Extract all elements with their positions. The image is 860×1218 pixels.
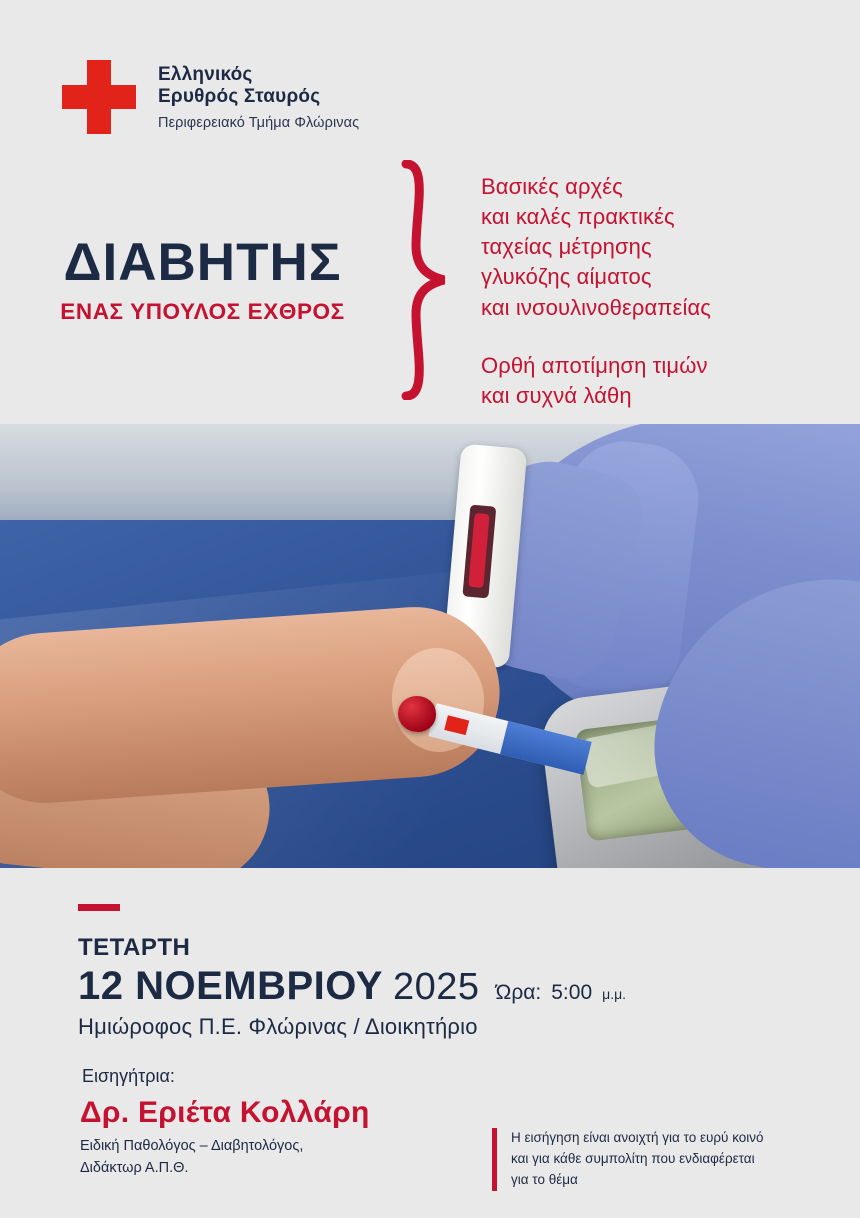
event-time-label: Ώρα: (495, 981, 542, 1004)
event-time-value: 5:00 (551, 981, 593, 1004)
organization-name-line2: Ερυθρός Σταυρός (158, 86, 321, 108)
public-note-line3: για το θέμα (511, 1171, 578, 1187)
event-time-suffix: μ.μ. (602, 986, 627, 1002)
red-cross-vertical-bar (87, 60, 111, 134)
organization-branch: Περιφερειακό Τμήμα Φλώρινας (158, 115, 360, 132)
topic-line-6: Ορθή αποτίμηση τιμών (481, 352, 708, 378)
organization-header (62, 60, 359, 134)
speaker-credentials-line2: Διδάκτωρ Α.Π.Θ. (80, 1159, 189, 1176)
photo-test-strip-marker (444, 715, 469, 735)
speaker-label: Εισηγήτρια: (82, 1066, 175, 1086)
organization-name-line1: Ελληνικός (158, 64, 253, 85)
curly-brace-icon (398, 160, 458, 400)
topic-line-7: και συχνά λάθη (481, 382, 632, 408)
topic-line-2: και καλές πρακτικές (481, 204, 675, 230)
photo-blood-drop (398, 696, 436, 732)
event-date: 12 ΝΟΕΜΒΡΙΟΥ (78, 964, 383, 1008)
red-cross-icon (62, 60, 136, 134)
event-details (0, 868, 860, 1218)
organization-text (158, 60, 359, 131)
topics-group-2 (481, 351, 811, 411)
topics-group-1 (481, 172, 811, 323)
page-subtitle: ΕΝΑΣ ΥΠΟΥΛΟΣ ΕΧΘΡΟΣ (60, 299, 345, 324)
event-venue: Ημιώροφος Π.Ε. Φλώρινας / Διοικητήριο (78, 1014, 478, 1039)
speaker-credentials-line1: Ειδική Παθολόγος – Διαβητολόγος, (80, 1138, 304, 1154)
accent-dash (78, 904, 120, 911)
topic-line-5: και ινσουλινοθεραπείας (481, 294, 711, 320)
topic-line-4: γλυκόζης αίματος (481, 264, 652, 290)
event-year: 2025 (392, 966, 480, 1008)
public-note (492, 1128, 832, 1191)
event-dateline (78, 964, 626, 1009)
public-note-line2: και για κάθε συμπολίτη που ενδιαφέρεται (511, 1150, 755, 1166)
topic-line-3: ταχείας μέτρησης (481, 234, 652, 260)
public-note-line1: Η εισήγηση είναι ανοιχτή για το ευρύ κοινό (511, 1130, 764, 1145)
photo-lancet-slot (462, 505, 496, 599)
photo-lancet-slot-inner (468, 513, 489, 588)
blood-glucose-test-photo (0, 424, 860, 868)
page-title: ΔΙΑΒΗΤΗΣ (63, 233, 342, 292)
topics-list (481, 172, 811, 411)
event-day: ΤΕΤΑΡΤΗ (78, 934, 191, 961)
topic-line-1: Βασικές αρχές (481, 174, 623, 199)
speaker-name: Δρ. Εριέτα Κολλάρη (80, 1096, 370, 1129)
speaker-credentials (80, 1136, 303, 1180)
poster-title-block (0, 233, 405, 325)
